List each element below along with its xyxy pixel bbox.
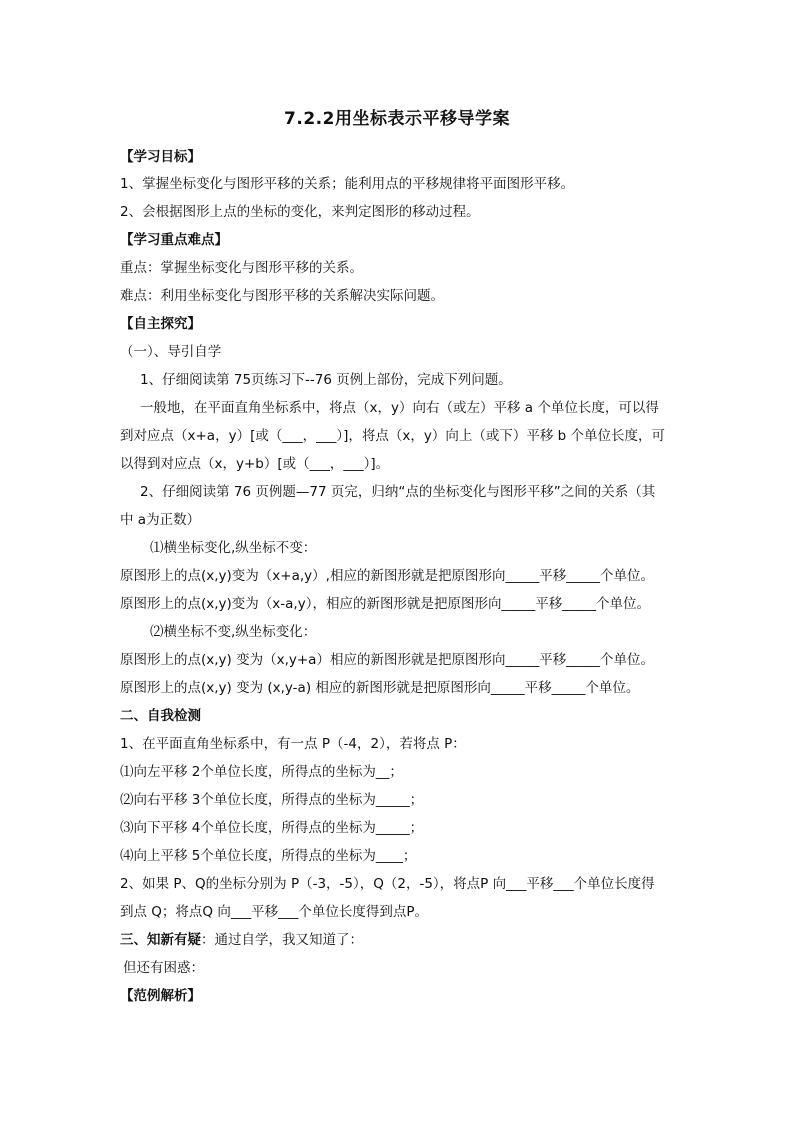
check-1-part-1: ⑴向左平移 2个单位长度，所得点的坐标为__； — [120, 764, 403, 780]
case-2-heading: ⑵横坐标不变,纵坐标变化： — [150, 624, 317, 640]
example-heading: 【范例解析】 — [120, 988, 201, 1004]
question-1-line-3: 以得到对应点（x，y+b）[或（___，___）]。 — [120, 456, 390, 472]
check-heading: 二、自我检测 — [120, 708, 201, 724]
document-title: 7.2.2用坐标表示平移导学案 — [284, 109, 510, 129]
case-2-b: 原图形上的点(x,y) 变为 (x,y-a) 相应的新图形就是把原图形向_____平移_____个单位。 — [120, 680, 640, 696]
question-1: 1、仔细阅读第 75页练习下--76 页例上部份，完成下列问题。 — [140, 372, 512, 388]
check-1-part-2: ⑵向右平移 3个单位长度，所得点的坐标为_____； — [120, 792, 424, 808]
case-1-b: 原图形上的点(x,y)变为（x-a,y），相应的新图形就是把原图形向_____平移_____个单位。 — [120, 596, 650, 612]
question-1-line-2: 到对应点（x+a，y）[或（___，___）]，将点（x，y）向上（或下）平移 b 个单位长度，可 — [120, 428, 665, 444]
question-2-line-1: 2、仔细阅读第 76 页例题—77 页完，归纳“点的坐标变化与图形平移”之间的关系（其 — [140, 484, 656, 500]
question-1-line-1: 一般地，在平面直角坐标系中，将点（x，y）向右（或左）平移 a 个单位长度，可以得 — [140, 400, 659, 416]
case-2-a: 原图形上的点(x,y) 变为（x,y+a）相应的新图形就是把原图形向_____平移_____个单位。 — [120, 652, 654, 668]
case-1-a: 原图形上的点(x,y)变为（x+a,y）,相应的新图形就是把原图形向_____平移_____个单位。 — [120, 568, 654, 584]
check-1-part-3: ⑶向下平移 4个单位长度，所得点的坐标为_____； — [120, 820, 424, 836]
difficult-point: 难点：利用坐标变化与图形平移的关系解决实际问题。 — [120, 288, 444, 304]
check-1-part-4: ⑷向上平移 5个单位长度，所得点的坐标为____； — [120, 848, 417, 864]
part-1-heading: （一）、导引自学 — [120, 344, 222, 360]
check-2-line-1: 2、如果 P、Q的坐标分别为 P（-3，-5），Q（2，-5），将点P 向___平移___个单位长度得 — [120, 876, 655, 892]
question-2-line-2: 中 a为正数） — [120, 512, 201, 528]
key-point: 重点：掌握坐标变化与图形平移的关系。 — [120, 260, 363, 276]
new-knowledge-text: ：通过自学，我又知道了： — [201, 932, 363, 948]
key-heading: 【学习重点难点】 — [120, 232, 228, 248]
explore-heading: 【自主探究】 — [120, 316, 201, 332]
check-2-line-2: 到点 Q；将点Q 向___平移___个单位长度得到点P。 — [120, 904, 428, 920]
new-knowledge-heading: 三、知新有疑 — [120, 932, 201, 948]
goals-heading: 【学习目标】 — [120, 149, 201, 165]
goal-1: 1、掌握坐标变化与图形平移的关系；能利用点的平移规律将平面图形平移。 — [120, 176, 575, 192]
new-knowledge-line — [120, 929, 680, 951]
check-1: 1、在平面直角坐标系中，有一点 P（-4，2），若将点 P： — [120, 736, 466, 752]
doubt-line: 但还有困惑： — [123, 960, 204, 976]
case-1-heading: ⑴横坐标变化,纵坐标不变： — [150, 540, 317, 556]
goal-2: 2、会根据图形上点的坐标的变化，来判定图形的移动过程。 — [120, 204, 480, 220]
